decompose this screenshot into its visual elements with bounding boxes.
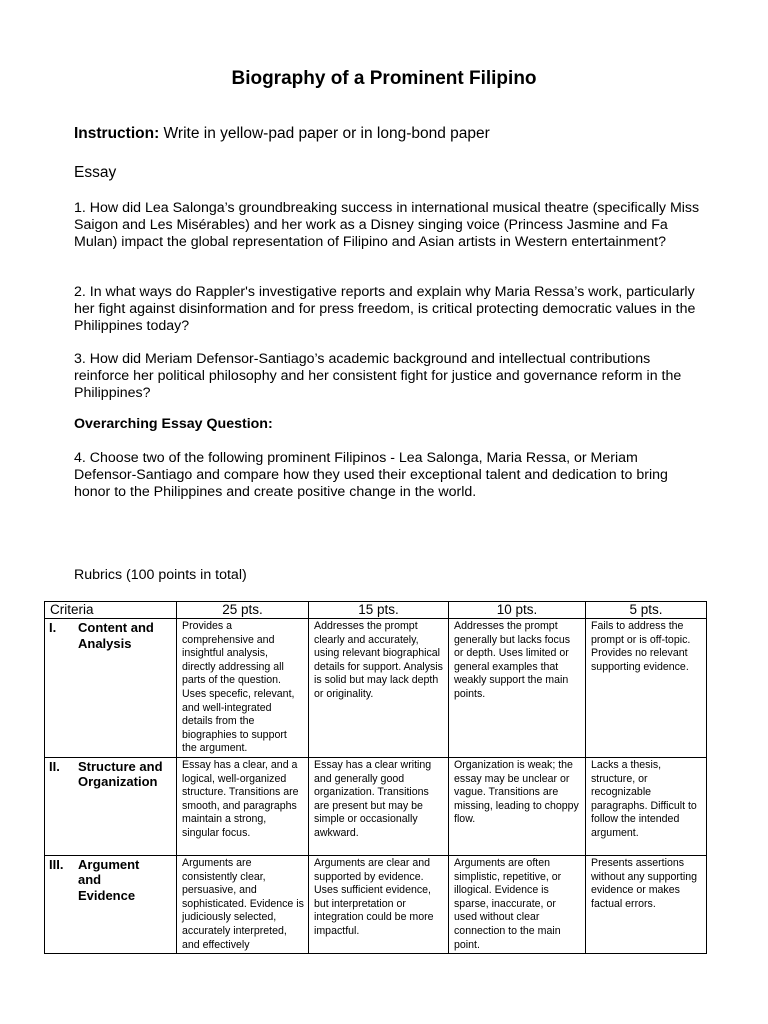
criterion-cell	[45, 855, 177, 953]
header-10-pts: 10 pts.	[449, 602, 586, 619]
overarching-question: 4. Choose two of the following prominent Filipinos - Lea Salonga, Maria Ressa, or Meriam Defensor-Santiago and compare how they used their exceptional talent and dedication to bring honor to the Philippines and create positive change in the world.	[74, 450, 668, 500]
rubric-row-content-analysis	[45, 619, 707, 758]
rubric-cell-10: Organization is weak; the essay may be unclear or vague. Transitions are missing, leading to choppy flow.	[449, 757, 586, 855]
rubrics-caption: Rubrics (100 points in total)	[74, 567, 247, 583]
overarching-heading: Overarching Essay Question:	[74, 416, 273, 432]
rubric-row-structure-organization	[45, 757, 707, 855]
rubric-cell-10: Arguments are often simplistic, repetitive, or illogical. Evidence is sparse, inaccurate, or used without clear connection to the main point.	[449, 855, 586, 953]
question-2: 2. In what ways do Rappler's investigative reports and explain why Maria Ressa’s work, particularly her fight against disinformation and for press freedom, is critical protecting democratic values in the Philippines today?	[74, 284, 696, 334]
header-5-pts: 5 pts.	[586, 602, 707, 619]
rubric-cell-15: Essay has a clear writing and generally good organization. Transitions are present but may be simple or occasionally awkward.	[309, 757, 449, 855]
rubric-cell-5: Presents assertions without any supporting evidence or makes factual errors.	[586, 855, 707, 953]
criterion-name: Argument and Evidence	[78, 856, 140, 903]
instruction-line	[74, 125, 490, 143]
question-1: 1. How did Lea Salonga’s groundbreaking success in international musical theatre (specifically Miss Saigon and Les Misérables) and her work as a Disney singing voice (Princess Jasmine and Fa Mulan) impact the global representation of Filipino and Asian artists in Western entertainment?	[74, 200, 700, 250]
instruction-text: Write in yellow-pad paper or in long-bond paper	[159, 125, 490, 142]
rubric-cell-15: Arguments are clear and supported by evidence. Uses sufficient evidence, but interpretation or integration could be more impactful.	[309, 855, 449, 953]
instruction-label: Instruction:	[74, 125, 160, 142]
criterion-number: I.	[49, 620, 57, 635]
rubric-table	[44, 601, 707, 954]
criterion-number: II.	[49, 758, 60, 774]
rubric-cell-25: Provides a comprehensive and insightful analysis, directly addressing all parts of the question. Uses specefic, relevant, and well-integrated details from the biographies to support the argument.	[177, 619, 309, 758]
rubric-row-argument-evidence	[45, 855, 707, 953]
rubric-header-row	[45, 602, 707, 619]
rubric-cell-15: Addresses the prompt clearly and accurately, using relevant biographical details for support. Analysis is solid but may lack depth or originality.	[309, 619, 449, 758]
header-criteria: Criteria	[45, 602, 177, 619]
rubric-cell-25: Essay has a clear, and a logical, well-organized structure. Transitions are smooth, and paragraphs maintain a strong, singular focus.	[177, 757, 309, 855]
rubric-cell-5: Fails to address the prompt or is off-topic. Provides no relevant supporting evidence.	[586, 619, 707, 758]
header-15-pts: 15 pts.	[309, 602, 449, 619]
criterion-cell	[45, 757, 177, 855]
criterion-cell	[45, 619, 177, 758]
rubric-cell-5: Lacks a thesis, structure, or recognizable paragraphs. Difficult to follow the intended argument.	[586, 757, 707, 855]
question-3: 3. How did Meriam Defensor-Santiago’s academic background and intellectual contributions reinforce her political philosophy and her consistent fight for justice and governance reform in the Philippines?	[74, 351, 682, 401]
criterion-name: Content and Analysis	[78, 620, 154, 651]
rubric-cell-10: Addresses the prompt generally but lacks focus or depth. Uses limited or general examples that weakly support the main points.	[449, 619, 586, 758]
rubric-cell-25: Arguments are consistently clear, persuasive, and sophisticated. Evidence is judiciously selected, accurately interpreted, and effectively	[177, 855, 309, 953]
criterion-number: III.	[49, 856, 64, 872]
criterion-name: Structure and Organization	[78, 758, 163, 790]
header-25-pts: 25 pts.	[177, 602, 309, 619]
essay-heading: Essay	[74, 164, 117, 181]
document-title: Biography of a Prominent Filipino	[231, 68, 537, 89]
